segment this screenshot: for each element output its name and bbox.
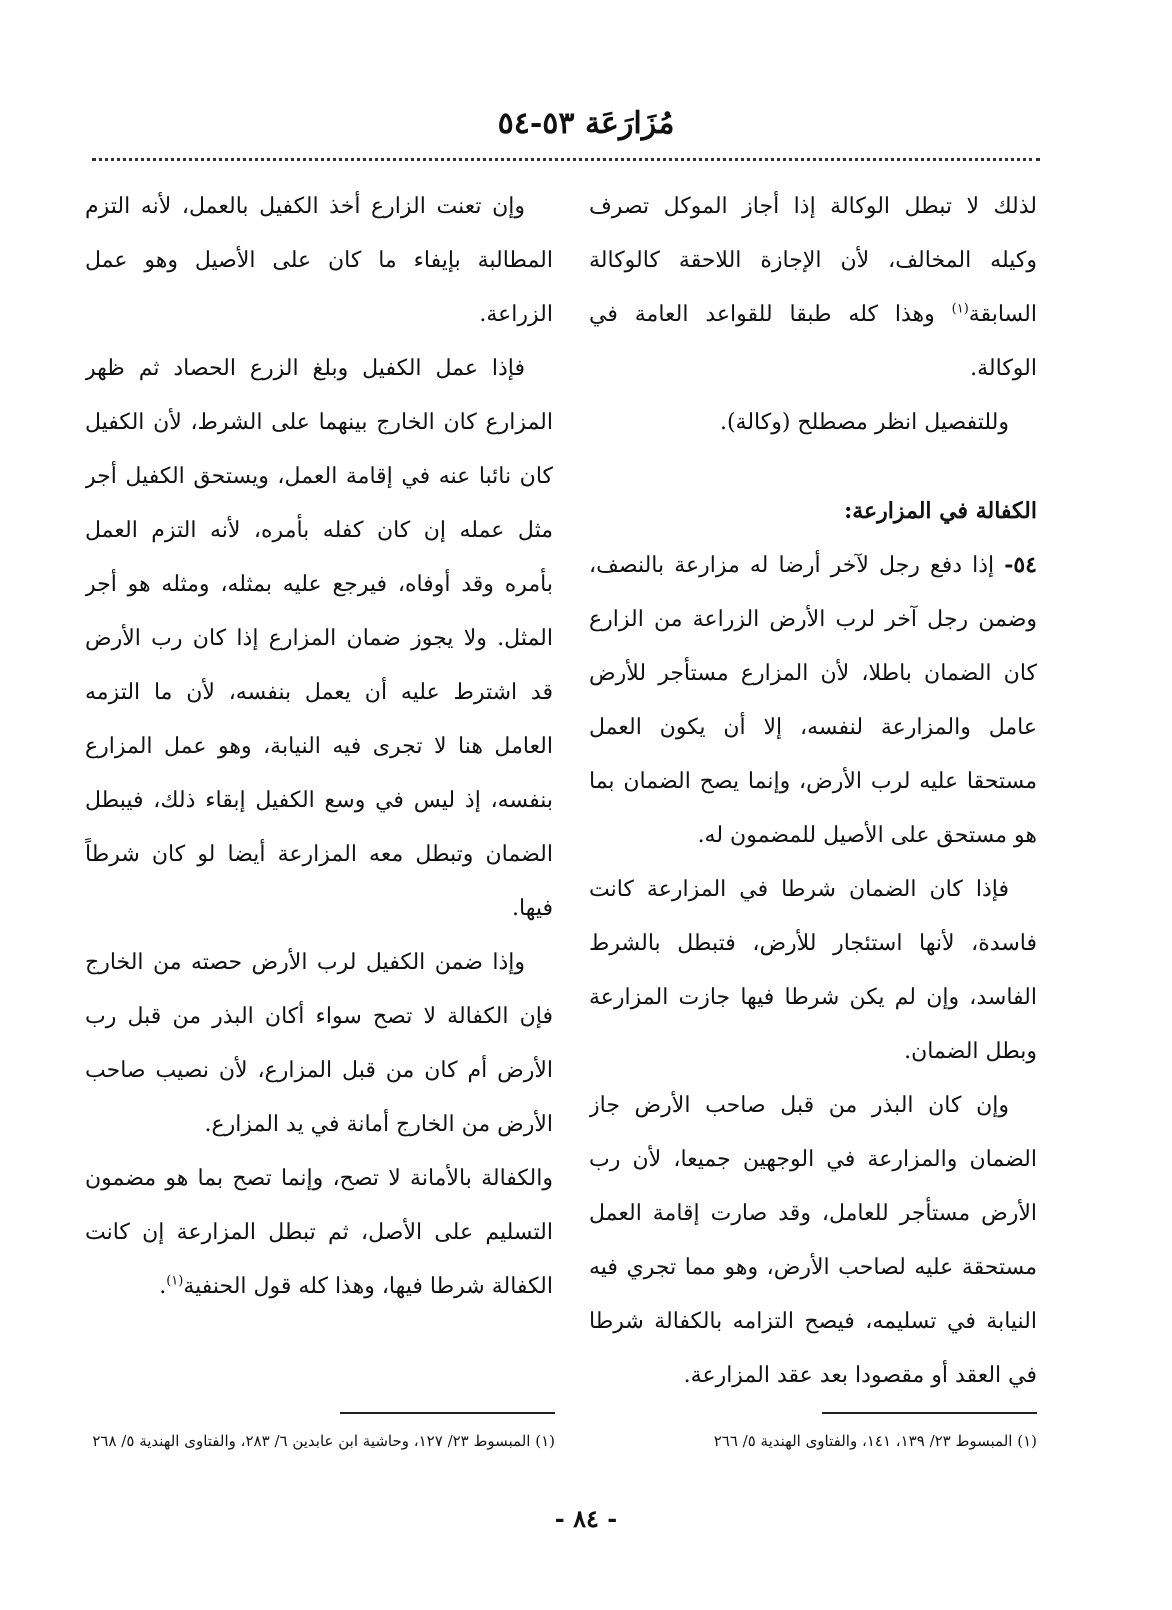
left-paragraph-4-text: والكفالة بالأمانة لا تصح، وإنما تصح بما هو مضمون التسليم على الأصل، ثم تبطل المزارعة إن كانت الكفالة شرطا فيها، وهذا كله قول الحنفية xyxy=(85,1166,553,1299)
right-paragraph-1-tail: وهذا كله طبقا للقواعد العامة في الوكالة. xyxy=(589,302,1037,381)
footnote-rule-left xyxy=(340,1412,555,1414)
page-header-title: مُزَارَعَة ٥٣-٥٤ xyxy=(497,106,675,141)
right-paragraph-1 xyxy=(589,180,1037,396)
section-heading: الكفالة في المزارعة: xyxy=(844,498,1037,524)
left-paragraph-2: فإذا عمل الكفيل وبلغ الزرع الحصاد ثم ظهر المزارع كان الخارج بينهما على الشرط، لأن الكفيل كان نائبا عنه في إقامة العمل، ويستحق الكفيل أجر مثل عمله إن كان كفله بأمره، لأنه التزم العمل بأمره وقد أوفاه، فيرجع عليه بمثله، ومثله هو أجر المثل. ولا يجوز ضمان المزارع إذا كان رب الأرض قد اشترط عليه أن يعمل بنفسه، لأن ما التزمه العامل هنا لا تجرى فيه النيابة، وهو عمل المزارع بنفسه، إذ ليس في وسع الكفيل إبقاء ذلك، فيبطل الضمان وتبطل معه المزارعة أيضا لو كان شرطاً فيها. xyxy=(85,356,553,921)
right-paragraph-2: وللتفصيل انظر مصطلح (وكالة). xyxy=(719,410,1009,435)
footnote-reference: (١) xyxy=(166,1273,184,1289)
footnote-right: (١) المبسوط ٢٣/ ١٣٩، ١٤١، والفتاوى الهندية ٥/ ٢٦٦ xyxy=(713,1432,1037,1450)
page-number: - ٨٤ - xyxy=(554,1504,618,1533)
left-paragraph-4-tail: . xyxy=(159,1274,167,1299)
footnote-reference: (١) xyxy=(951,301,969,317)
right-paragraph-4: فإذا كان الضمان شرطا في المزارعة كانت فاسدة، لأنها استئجار للأرض، فتبطل بالشرط الفاسد، وإن لم يكن شرطا فيها جازت المزارعة وبطل الضمان. xyxy=(589,877,1037,1064)
left-paragraph-4 xyxy=(85,1152,553,1314)
right-paragraph-3-text: إذا دفع رجل لآخر أرضا له مزارعة بالنصف، وضمن رجل آخر لرب الأرض الزراعة من الزارع كان الضمان باطلا، لأن المزارع مستأجر للأرض عامل والمزارعة لنفسه، إلا أن يكون العمل مستحقا عليه لرب الأرض، وإنما يصح الضمان بما هو مستحق على الأصيل للمضمون له. xyxy=(589,553,1037,848)
left-column xyxy=(85,180,553,1420)
left-paragraph-3: وإذا ضمن الكفيل لرب الأرض حصته من الخارج فإن الكفالة لا تصح سواء أكان البذر من قبل رب الأرض أم كان من قبل المزارع، لأن نصيب صاحب الأرض من الخارج أمانة في يد المزارع. xyxy=(85,950,553,1137)
left-paragraph-1: وإن تعنت الزارع أخذ الكفيل بالعمل، لأنه التزم المطالبة بإيفاء ما كان على الأصيل وهو عمل الزراعة. xyxy=(85,194,553,327)
footnote-rule-right xyxy=(822,1412,1037,1414)
right-paragraph-3 xyxy=(589,538,1037,863)
right-paragraph-5: وإن كان البذر من قبل صاحب الأرض جاز الضمان والمزارعة في الوجهين جميعا، لأن رب الأرض مستأجر للعامل، وقد صارت إقامة العمل مستحقة عليه لصاحب الأرض، وهو مما تجري فيه النيابة في تسليمه، فيصح التزامه بالكفالة شرطا في العقد أو مقصودا بعد عقد المزارعة. xyxy=(589,1093,1037,1388)
right-column xyxy=(589,180,1037,1420)
footnote-left: (١) المبسوط ٢٣/ ١٢٧، وحاشية ابن عابدين ٦/ ٢٨٣، والفتاوى الهندية ٥/ ٢٦٨ xyxy=(92,1432,555,1450)
right-paragraph-1-text: لذلك لا تبطل الوكالة إذا أجاز الموكل تصرف وكيله المخالف، لأن الإجازة اللاحقة كالوكالة السابقة xyxy=(589,194,1037,327)
header-dotted-rule xyxy=(92,158,1040,161)
paragraph-number: ٥٤- xyxy=(1004,552,1037,578)
